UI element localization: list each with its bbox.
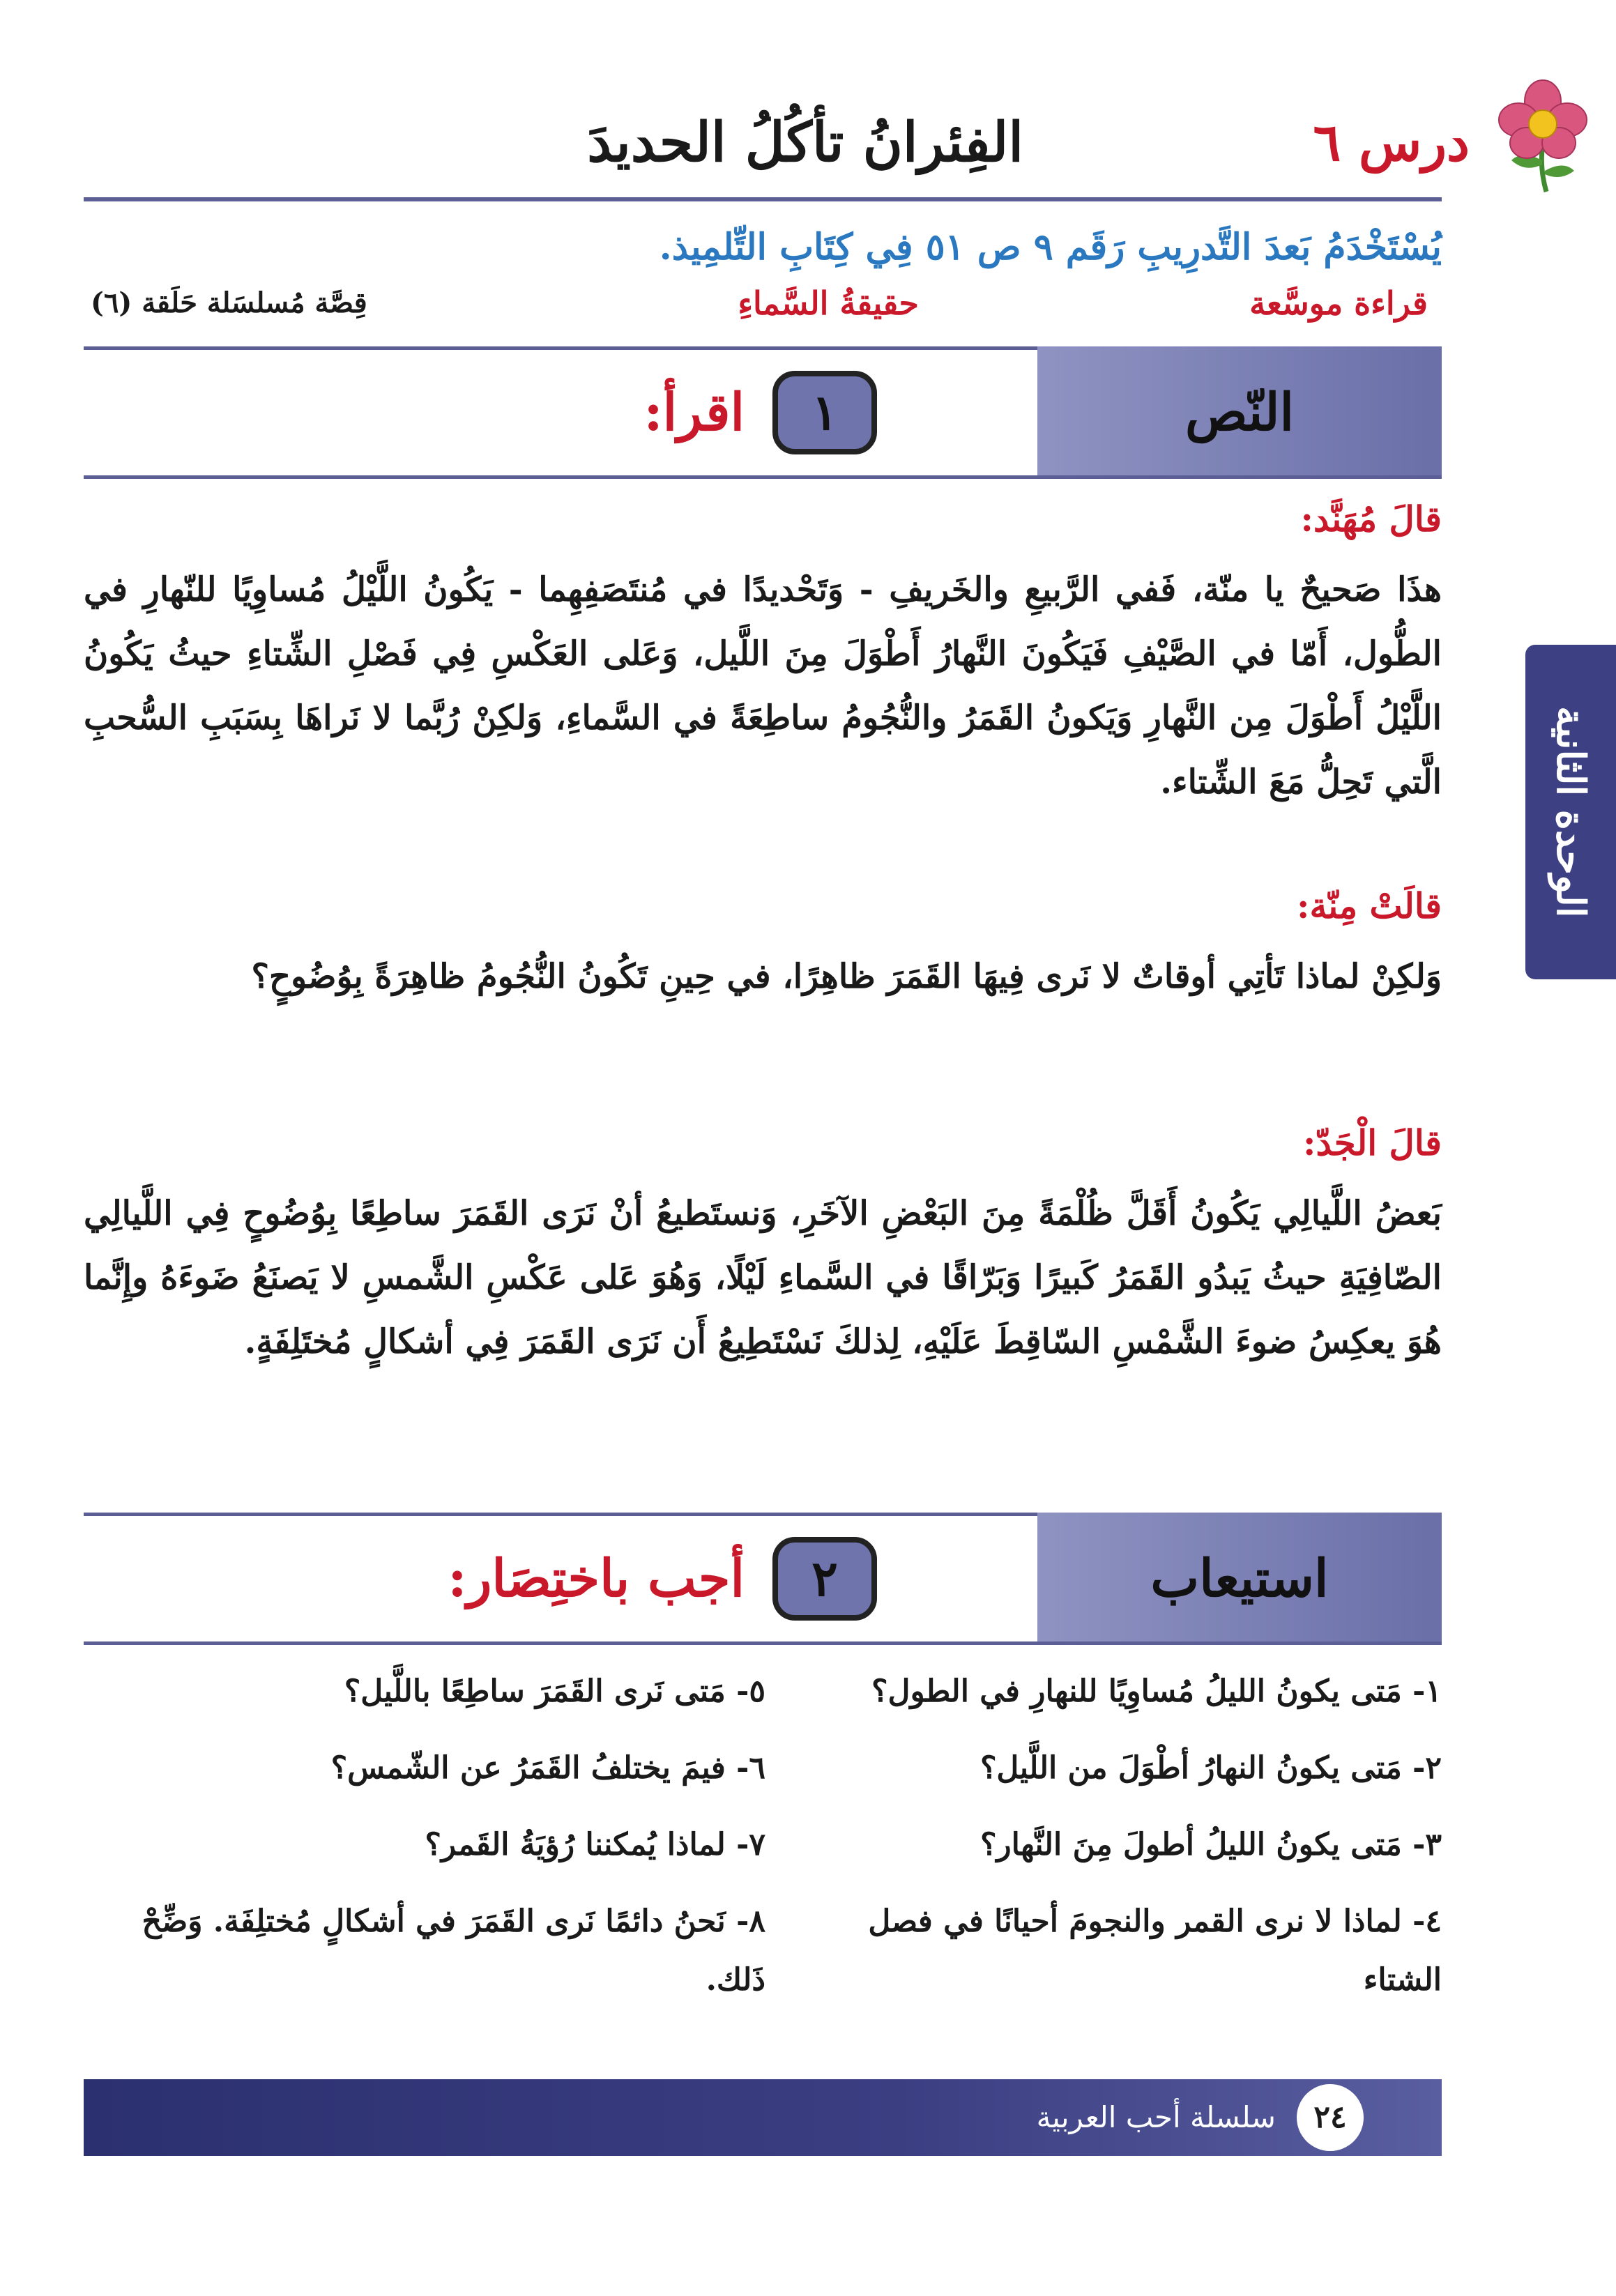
question-item: ٣- مَتى يكونُ الليلُ أطولَ مِنَ النَّهار؟ [980,1827,1442,1862]
page-footer [84,2079,1442,2156]
passage-paragraph: وَلكِنْ لماذا تَأتِي أوقاتٌ لا نَرى فِيهَا القَمَرَ ظاهِرًا، في حِينِ تَكُونُ النُّجُومُ ظاهِرَةً بِوُضُوحٍ؟ [251,957,1442,996]
section-tab-label: النّص [1184,383,1295,443]
page-number: ٢٤ [1297,2084,1364,2151]
speaker-label: قالَ مُهَنَّد: [1300,498,1442,539]
section-instruction: اقرأ: [643,383,745,443]
question-item: ٦- فيمَ يختلفُ القَمَرُ عن الشّمس؟ [330,1750,765,1786]
question-item: ١- مَتى يكونُ الليلُ مُساوِيًا للنهارِ في الطول؟ [871,1674,1442,1709]
question-item: ٧- لماذا يُمكننا رُؤيَةُ القَمر؟ [425,1827,765,1862]
question-item: ٨- نَحنُ دائمًا نَرى القَمَرَ في أشكالٍ مُختلِفَة. وَضِّحْ ذَلك. [142,1904,765,1998]
unit-side-tab [1525,645,1616,979]
story-title: حقيقةُ السَّماءِ [738,284,919,322]
bar-bottom-rule [84,1641,1442,1645]
question-item: ٥- مَتى نَرى القَمَرَ ساطِعًا باللَّيل؟ [344,1674,765,1709]
question-item: ٤- لماذا لا نرى القمر والنجومَ أحيانًا في فصل الشتاء [868,1904,1442,1998]
section-instruction: أجب باختِصَار: [448,1549,745,1609]
speaker-label: قالَتْ مِنّة: [1296,885,1442,926]
speaker-label: قالَ الْجَدّ: [1303,1122,1442,1163]
series-name: سلسلة أحب العربية [1036,2100,1276,2134]
section-tab-label: استيعاب [1150,1549,1329,1609]
section-text-bar [84,346,1442,479]
section-number-badge: ١ [772,371,877,454]
section-comprehension-bar [84,1513,1442,1645]
passage-paragraph: بَعضُ اللَّيالِي يَكُونُ أَقَلَّ ظُلْمَةً مِنَ البَعْضِ الآخَرِ، وَنستَطيعُ أنْ نَرَى القَمَرَ ساطِعًا بِوُضُوحٍ فِي اللَّيالِي الصّافِيَةِ حيثُ يَبدُو القَمَرُ كَبيرًا وَبَرّاقًا في السَّماءِ لَيْلًا، وَهُوَ عَلى عَكْسِ الشَّمسِ لا يَصنَعُ ضَوءَهُ وإِنَّما هُوَ يعكِسُ ضوءَ الشَّمْسِ السّاقِطَ عَلَيْهِ، لِذلكَ نَسْتَطِيعُ أَن نَرَى القَمَرَ فِي أشكالٍ مُختَلِفَةٍ. [84,1194,1442,1361]
lesson-title: الفِئرانُ تأكُلُ الحديدَ [587,111,1023,174]
lesson-number: درس ٦ [1313,113,1470,173]
passage-paragraph: هذَا صَحيحٌ يا منّة، فَفي الرَّبيعِ والخَريفِ - وَتَحْديدًا في مُنتَصَفِهِما - يَكُونُ اللَّيْلُ مُساوِيًا للنّهارِ في الطُّول، أَمّا في الصَّيْفِ فَيَكُونَ النَّهارُ أَطْوَلَ مِنَ اللَّيل، وَعَلى العَكْسِ فِي فَصْلِ الشِّتاءِ حيثُ يَكُونُ اللَّيْلُ أَطْوَلَ مِن النَّهارِ وَيَكونُ القَمَرُ والنُّجُومُ ساطِعَةً في السَّماءِ، وَلكِنْ رُبَّما لا نَراهَا بِسَبَبِ السُّحبِ الَّتي تَحِلُّ مَعَ الشِّتاء. [84,570,1442,802]
question-item: ٢- مَتى يكونُ النهارُ أطْوَلَ من اللَّيل؟ [980,1750,1442,1786]
extended-reading-label: قراءة موسَّعة [1249,284,1428,322]
story-series-label: قِصَّة مُسلسَلة حَلَقة (٦) [91,286,367,319]
section-number-badge: ٢ [772,1537,877,1621]
unit-side-tab-label: الوحدة الثانية [1548,706,1594,918]
flower-icon [1491,77,1595,195]
usage-note: يُسْتَخْدَمُ بَعدَ التَّدرِيبِ رَقَم ٩ ص ٥١ فِي كِتَابِ التِّلمِيذ. [659,226,1442,268]
header-divider [84,197,1442,201]
bar-bottom-rule [84,475,1442,479]
